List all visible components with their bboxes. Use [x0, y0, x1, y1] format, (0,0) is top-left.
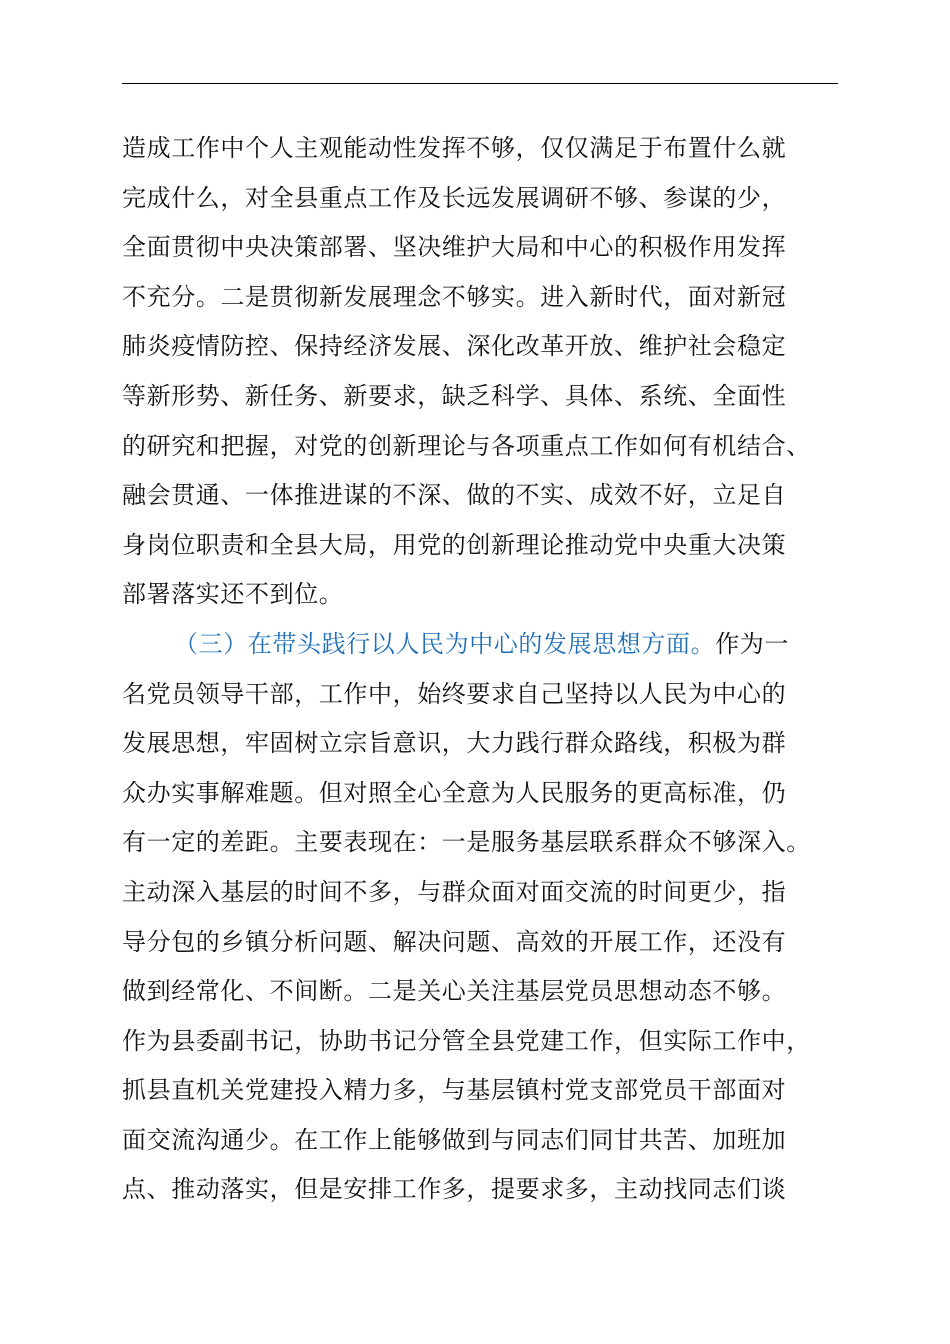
- paragraph-line: 抓县直机关党建投入精力多，与基层镇村党支部党员干部面对: [122, 1076, 787, 1105]
- paragraph-line: 完成什么，对全县重点工作及长远发展调研不够、参谋的少，: [122, 183, 787, 212]
- paragraph-line: 不充分。二是贯彻新发展理念不够实。进入新时代，面对新冠: [122, 282, 787, 311]
- header-rule: [122, 83, 838, 84]
- paragraph-line: 点、推动落实，但是安排工作多，提要求多，主动找同志们谈: [122, 1175, 787, 1204]
- paragraph-line: 全面贯彻中央决策部署、坚决维护大局和中心的积极作用发挥: [122, 233, 787, 262]
- paragraph-line: 等新形势、新任务、新要求，缺乏科学、具体、系统、全面性: [122, 381, 787, 410]
- paragraph-line: 导分包的乡镇分析问题、解决问题、高效的开展工作，还没有: [122, 927, 787, 956]
- paragraph-line: 身岗位职责和全县大局，用党的创新理论推动党中央重大决策: [122, 530, 787, 559]
- paragraph-line: 主动深入基层的时间不多，与群众面对面交流的时间更少，指: [122, 877, 787, 906]
- paragraph-line: 发展思想，牢固树立宗旨意识，大力践行群众路线，积极为群: [122, 729, 787, 758]
- paragraph-line: 造成工作中个人主观能动性发挥不够，仅仅满足于布置什么就: [122, 134, 787, 162]
- paragraph-line: 肺炎疫情防控、保持经济发展、深化改革开放、维护社会稳定: [122, 332, 787, 361]
- paragraph-line: 面交流沟通少。在工作上能够做到与同志们同甘共苦、加班加: [122, 1125, 787, 1154]
- paragraph-line: 有一定的差距。主要表现在：一是服务基层联系群众不够深入。: [122, 828, 811, 857]
- document-body: [122, 124, 852, 1215]
- section-heading: （三）在带头践行以人民为中心的发展思想方面。: [174, 629, 716, 658]
- paragraph-line: 部署落实还不到位。: [122, 580, 344, 609]
- paragraph-line: 做到经常化、不间断。二是关心关注基层党员思想动态不够。: [122, 977, 787, 1006]
- paragraph-line: 众办实事解难题。但对照全心全意为人民服务的更高标准，仍: [122, 778, 787, 807]
- paragraph-line: 作为县委副书记，协助书记分管全县党建工作，但实际工作中，: [122, 1026, 811, 1055]
- paragraph-line: 的研究和把握，对党的创新理论与各项重点工作如何有机结合、: [122, 431, 811, 460]
- section-heading-tail: 作为一: [715, 629, 790, 658]
- section-heading-line: [122, 620, 852, 670]
- paragraph-line: 名党员领导干部，工作中，始终要求自己坚持以人民为中心的: [122, 679, 787, 708]
- paragraph-line: 融会贯通、一体推进谋的不深、做的不实、成效不好，立足自: [122, 481, 787, 510]
